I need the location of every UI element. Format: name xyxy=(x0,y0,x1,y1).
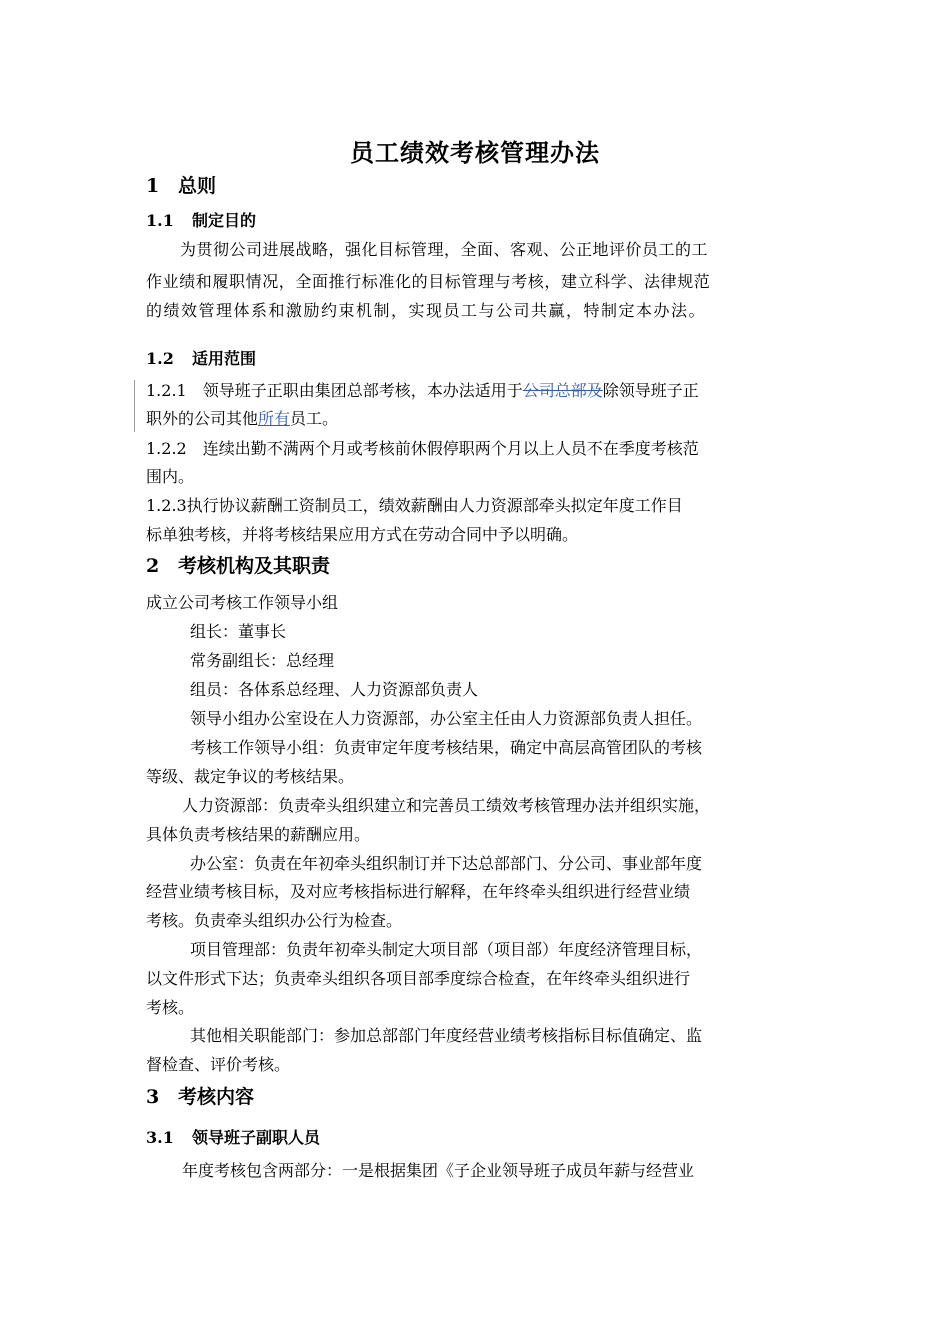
paragraph-line: 作业绩和履职情况，全面推行标准化的目标管理与考核，建立科学、法律规范 xyxy=(146,272,711,291)
section-1-1-heading xyxy=(146,208,256,234)
paragraph-line: 为贯彻公司进展战略，强化目标管理，全面、客观、公正地评价员工的工 xyxy=(180,240,709,259)
paragraph-line: 1.2.2 连续出勤不满两个月或考核前休假停职两个月以上人员不在季度考核范 xyxy=(146,439,699,458)
paragraph-line: 项目管理部：负责年初牵头制定大项目部（项目部）年度经济管理目标， xyxy=(190,940,703,959)
section-label: 适用范围 xyxy=(192,349,257,368)
section-1-2-heading xyxy=(146,346,256,372)
section-3-1-heading xyxy=(146,1125,320,1151)
paragraph-line: 的绩效管理体系和激励约束机制，实现员工与公司共赢，特制定本办法。 xyxy=(146,301,707,320)
paragraph-line: 标单独考核，并将考核结果应用方式在劳动合同中予以明确。 xyxy=(146,525,579,544)
section-number: 2 xyxy=(146,555,160,577)
section-label: 总则 xyxy=(178,175,217,197)
paragraph-line: 围内。 xyxy=(146,467,195,486)
paragraph-line: 人力资源部：负责牵头组织建立和完善员工绩效考核管理办法并组织实施， xyxy=(182,796,711,815)
section-number: 1.2 xyxy=(146,349,174,368)
paragraph-line: 以文件形式下达；负责牵头组织各项目部季度综合检查，在年终牵头组织进行 xyxy=(146,969,691,988)
section-1-heading xyxy=(146,172,216,200)
paragraph-line: 具体负责考核结果的薪酬应用。 xyxy=(146,825,371,844)
deleted-text: 公司总部及 xyxy=(522,381,603,400)
text-run: 除领导班子正 xyxy=(602,381,699,400)
paragraph-line: 成立公司考核工作领导小组 xyxy=(146,593,339,612)
text-run: 职外的公司其他 xyxy=(146,409,259,428)
paragraph-line: 领导小组办公室设在人力资源部，办公室主任由人力资源部负责人担任。 xyxy=(190,709,703,728)
text-run: 员工。 xyxy=(290,409,339,428)
revision-change-bar xyxy=(134,380,135,432)
paragraph-line: 考核。 xyxy=(146,998,195,1017)
section-label: 考核内容 xyxy=(178,1086,255,1108)
section-label: 制定目的 xyxy=(192,211,257,230)
inserted-text: 所有 xyxy=(258,409,291,428)
section-number: 1 xyxy=(146,175,160,197)
section-2-heading xyxy=(146,552,330,580)
paragraph-line: 经营业绩考核目标，及对应考核指标进行解释，在年终牵头组织进行经营业绩 xyxy=(146,882,691,901)
document-title: 员工绩效考核管理办法 xyxy=(350,138,600,167)
paragraph-line: 组员：各体系总经理、人力资源部负责人 xyxy=(190,680,479,699)
section-3-heading xyxy=(146,1083,254,1111)
paragraph-line: 1.2.3执行协议薪酬工资制员工，绩效薪酬由人力资源部牵头拟定年度工作目 xyxy=(146,496,683,515)
section-number: 3 xyxy=(146,1086,160,1108)
paragraph-line xyxy=(146,405,338,433)
paragraph-line: 办公室：负责在年初牵头组织制订并下达总部部门、分公司、事业部年度 xyxy=(190,854,703,873)
paragraph-line: 常务副组长：总经理 xyxy=(190,651,335,670)
text-run: 1.2.1 领导班子正职由集团总部考核，本办法适用于 xyxy=(146,381,523,400)
section-label: 考核机构及其职责 xyxy=(178,555,331,577)
paragraph-line xyxy=(146,377,699,405)
paragraph-line: 年度考核包含两部分：一是根据集团《子企业领导班子成员年薪与经营业 xyxy=(182,1161,695,1180)
paragraph-line: 组长：董事长 xyxy=(190,622,287,641)
paragraph-line: 等级、裁定争议的考核结果。 xyxy=(146,767,355,786)
paragraph-line: 督检查、评价考核。 xyxy=(146,1055,291,1074)
paragraph-line: 其他相关职能部门：参加总部部门年度经营业绩考核指标目标值确定、监 xyxy=(190,1026,703,1045)
section-number: 1.1 xyxy=(146,211,174,230)
section-number: 3.1 xyxy=(146,1128,174,1147)
paragraph-line: 考核。负责牵头组织办公行为检查。 xyxy=(146,911,403,930)
paragraph-line: 考核工作领导小组：负责审定年度考核结果，确定中高层高管团队的考核 xyxy=(190,738,703,757)
section-label: 领导班子副职人员 xyxy=(192,1128,321,1147)
